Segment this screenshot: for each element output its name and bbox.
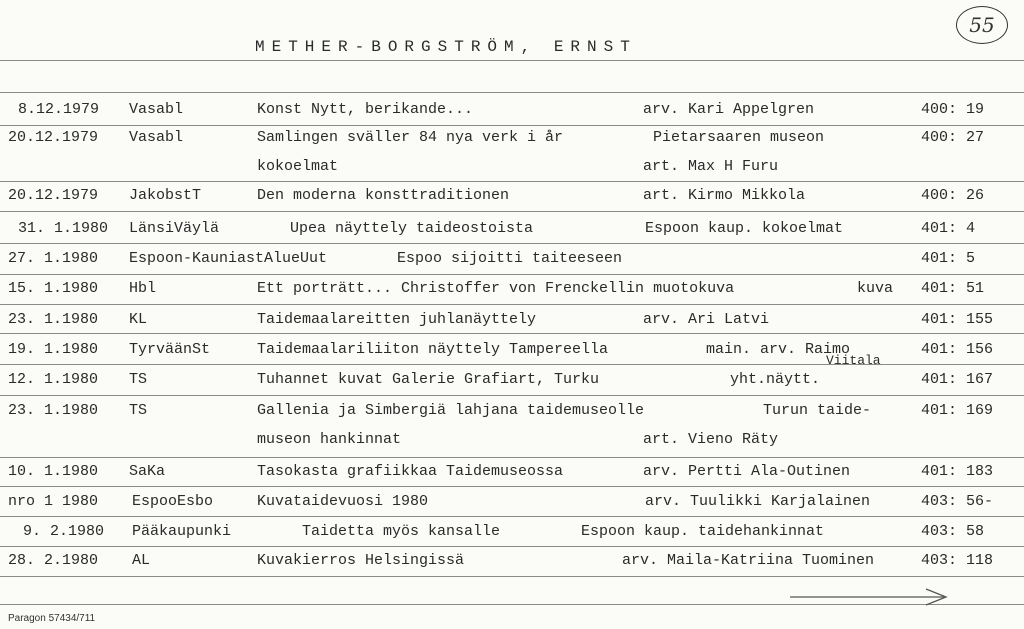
row-text: Taidetta myös kansalle	[302, 523, 501, 540]
row-credit: yht.näytt.	[730, 371, 821, 388]
row-ref: 403: 118	[921, 552, 994, 569]
row-date: 12. 1.1980	[8, 371, 99, 388]
row-text: Kuvakierros Helsingissä	[257, 552, 465, 569]
row-credit: Turun taide-	[763, 402, 872, 419]
row-ref: 401: 5	[921, 250, 976, 267]
page-number: 55	[956, 6, 1008, 44]
row-source: Vasabl	[129, 129, 184, 146]
row-ref: 400: 26	[921, 187, 985, 204]
table-row	[0, 524, 1024, 552]
row-credit: arv. Maila-Katriina Tuominen	[622, 552, 875, 569]
row-ref: 400: 27	[921, 129, 985, 146]
row-credit: Pietarsaaren museon	[653, 129, 825, 146]
row-source: LänsiVäylä	[129, 220, 220, 237]
row-text: Gallenia ja Simbergiä lahjana taidemuseolle	[257, 402, 645, 419]
row-date: 15. 1.1980	[8, 280, 99, 297]
row-credit: arv. Pertti Ala-Outinen	[643, 463, 851, 480]
row-date: 23. 1.1980	[8, 402, 99, 419]
row-source: EspooEsbo	[132, 493, 214, 510]
table-row	[0, 553, 1024, 581]
row-ref: 401: 4	[921, 220, 976, 237]
row-date: nro 1 1980	[8, 493, 99, 510]
row-date: 27. 1.1980	[8, 250, 99, 267]
table-row	[0, 102, 1024, 130]
row-ref: 400: 19	[921, 101, 985, 118]
row-ref: 401: 51	[921, 280, 985, 297]
row-text: kokoelmat	[257, 158, 339, 175]
row-source: Espoon-KauniastAlueUut	[129, 250, 328, 267]
row-text: Taidemaalariliiton näyttely Tampereella	[257, 341, 609, 358]
row-text: Ett porträtt... Christoffer von Frenckellin muotokuva	[257, 280, 735, 297]
table-row	[0, 251, 1024, 279]
table-row	[0, 372, 1024, 400]
print-mark: Paragon 57434/711	[8, 613, 96, 624]
row-text: museon hankinnat	[257, 431, 402, 448]
table-row	[0, 221, 1024, 249]
row-source: JakobstT	[129, 187, 202, 204]
row-ref: 401: 167	[921, 371, 994, 388]
row-text: Konst Nytt, berikande...	[257, 101, 474, 118]
row-credit: art. Vieno Räty	[643, 431, 779, 448]
row-source: TS	[129, 371, 148, 388]
row-text: Tasokasta grafiikkaa Taidemuseossa	[257, 463, 564, 480]
row-source: KL	[129, 311, 148, 328]
row-credit: art. Max H Furu	[643, 158, 779, 175]
row-date: 23. 1.1980	[8, 311, 99, 328]
row-date: 28. 2.1980	[8, 552, 99, 569]
row-credit: kuva	[857, 280, 894, 297]
row-credit-extra: Viitala	[826, 353, 881, 368]
row-source: SaKa	[129, 463, 166, 480]
title-rule	[0, 60, 1024, 61]
row-source: TyrväänSt	[129, 341, 211, 358]
table-row	[0, 464, 1024, 492]
row-ref: 401: 156	[921, 341, 994, 358]
table-row	[0, 403, 1024, 431]
row-text: Tuhannet kuvat Galerie Grafiart, Turku	[257, 371, 600, 388]
row-ref: 403: 58	[921, 523, 985, 540]
table-row	[0, 281, 1024, 309]
row-ref: 403: 56-	[921, 493, 994, 510]
row-ref: 401: 183	[921, 463, 994, 480]
row-credit: arv. Kari Appelgren	[643, 101, 815, 118]
table-row	[0, 342, 1024, 370]
row-ref: 401: 155	[921, 311, 994, 328]
table-row	[0, 494, 1024, 522]
row-credit: main. arv. Raimo	[706, 341, 851, 358]
row-credit: Espoon kaup. taidehankinnat	[581, 523, 825, 540]
table-row	[0, 159, 1024, 187]
row-date: 8.12.1979	[18, 101, 100, 118]
row-text: Den moderna konsttraditionen	[257, 187, 510, 204]
card-title: METHER-BORGSTRÖM, ERNST	[255, 38, 637, 56]
row-date: 20.12.1979	[8, 187, 99, 204]
row-source: Pääkaupunki	[132, 523, 232, 540]
header-rule	[0, 92, 1024, 93]
row-credit: art. Kirmo Mikkola	[643, 187, 806, 204]
row-source: AL	[132, 552, 151, 569]
right-arrow-icon	[788, 587, 950, 607]
row-date: 31. 1.1980	[18, 220, 109, 237]
row-credit: arv. Ari Latvi	[643, 311, 770, 328]
row-source: TS	[129, 402, 148, 419]
row-text: Kuvataidevuosi 1980	[257, 493, 429, 510]
row-date: 9. 2.1980	[23, 523, 105, 540]
row-date: 19. 1.1980	[8, 341, 99, 358]
table-row	[0, 312, 1024, 340]
row-date: 10. 1.1980	[8, 463, 99, 480]
row-source: Vasabl	[129, 101, 184, 118]
row-text: Samlingen sväller 84 nya verk i år	[257, 129, 564, 146]
table-row	[0, 130, 1024, 158]
row-text: Upea näyttely taideostoista	[290, 220, 534, 237]
table-row	[0, 188, 1024, 216]
row-credit: Espoon kaup. kokoelmat	[645, 220, 844, 237]
row-text: Taidemaalareitten juhlanäyttely	[257, 311, 537, 328]
row-source: Hbl	[129, 280, 157, 297]
row-ref: 401: 169	[921, 402, 994, 419]
row-text: Espoo sijoitti taiteeseen	[397, 250, 623, 267]
row-credit: arv. Tuulikki Karjalainen	[645, 493, 871, 510]
row-date: 20.12.1979	[8, 129, 99, 146]
table-row	[0, 432, 1024, 460]
